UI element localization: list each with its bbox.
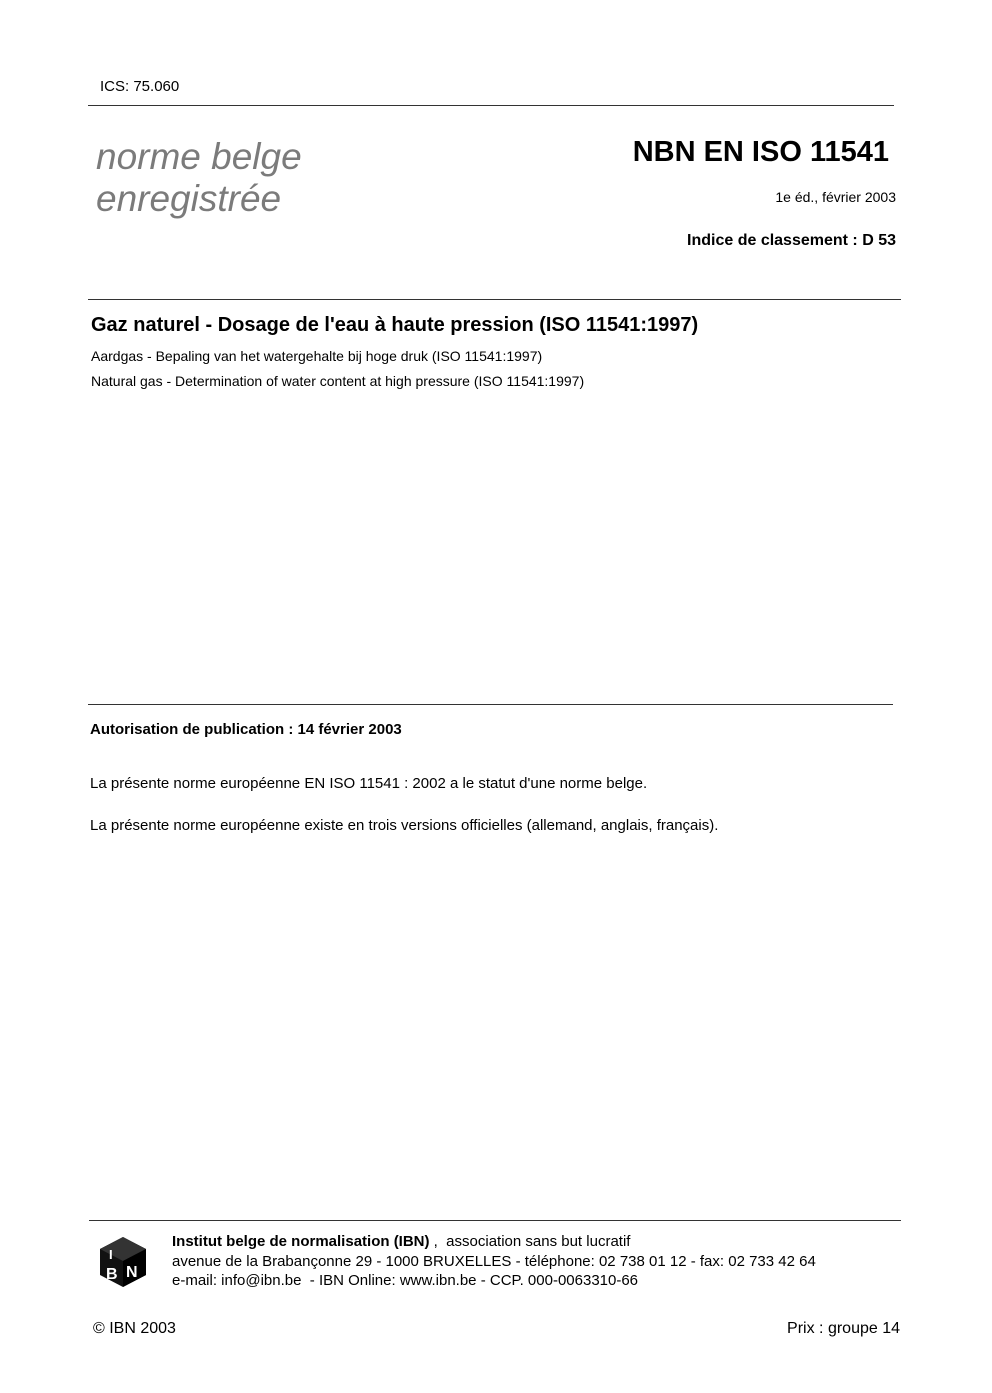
organization-line [172,1233,630,1250]
norme-label-line1: norme belge [96,136,302,177]
svg-text:N: N [126,1264,138,1281]
standard-code: NBN EN ISO 11541 [632,136,889,168]
organization-contact: e-mail: info@ibn.be - IBN Online: www.ibn.be - CCP. 000-0063310-66 [172,1272,639,1289]
svg-text:I: I [109,1247,113,1262]
organization-status: , association sans but lucratif [429,1233,631,1250]
ics-code: ICS: 75.060 [100,78,180,95]
publication-authorization: Autorisation de publication : 14 février 2003 [90,721,402,738]
organization-name: Institut belge de normalisation (IBN) [172,1233,430,1250]
edition-date: 1e éd., février 2003 [775,189,896,205]
title-divider [88,299,901,300]
norme-label-line2: enregistrée [96,178,282,219]
svg-text:B: B [106,1266,118,1283]
versions-paragraph: La présente norme européenne existe en trois versions officielles (allemand, anglais, français). [90,817,719,834]
status-paragraph: La présente norme européenne EN ISO 11541 : 2002 a le statut d'une norme belge. [90,775,648,792]
price-group: Prix : groupe 14 [787,1320,900,1337]
authorization-divider [88,704,893,705]
classification-index: Indice de classement : D 53 [687,232,896,249]
copyright-notice: © IBN 2003 [93,1320,176,1337]
header-divider [88,105,894,106]
footer-divider [89,1220,901,1221]
title-french: Gaz naturel - Dosage de l'eau à haute pression (ISO 11541:1997) [91,314,699,336]
organization-address: avenue de la Brabançonne 29 - 1000 BRUXELLES - téléphone: 02 738 01 12 - fax: 02 733 42 64 [172,1253,816,1270]
title-english: Natural gas - Determination of water content at high pressure (ISO 11541:1997) [91,373,585,389]
ibn-logo-icon [98,1235,148,1289]
title-dutch: Aardgas - Bepaling van het watergehalte bij hoge druk (ISO 11541:1997) [91,348,543,364]
norme-belge-label [96,136,302,220]
